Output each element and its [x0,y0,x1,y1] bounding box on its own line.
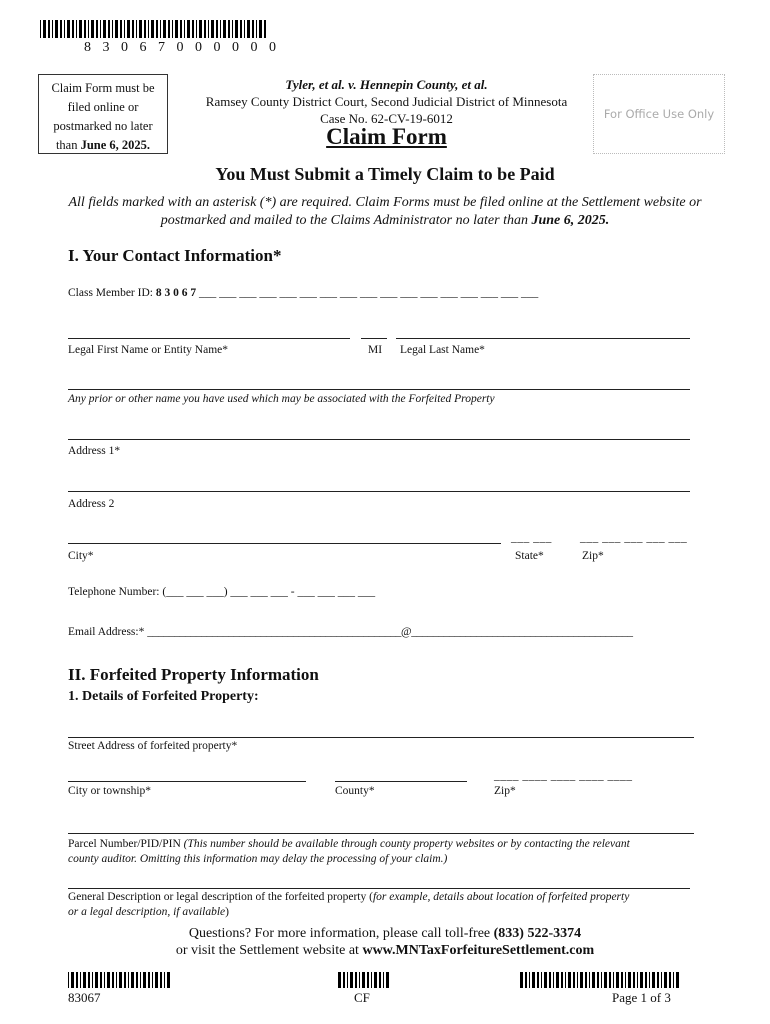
township-label: City or township* [68,785,152,797]
zip-blanks[interactable]: ___ ___ ___ ___ ___ [580,532,688,544]
footer-barcode-left [68,972,170,988]
footer-barcode-center [338,972,392,988]
state-blanks[interactable]: ___ ___ [511,532,552,544]
form-title: Claim Form [326,124,447,149]
office-use-label: For Office Use Only [603,107,715,121]
address2-line[interactable] [68,491,690,492]
phone-number[interactable]: (833) 522-3374 [493,926,582,941]
email-label: Email Address:* [68,626,145,638]
description-label: General Description or legal description of the forfeited property ( [68,891,373,903]
city-label: City* [68,550,94,562]
section-2-heading: II. Forfeited Property Information [68,665,319,684]
subtitle: You Must Submit a Timely Claim to be Paid [215,164,555,184]
zip-label: Zip* [582,550,604,562]
parcel-note-2: county auditor. Omitting this information may delay the processing of your claim.) [68,853,448,865]
township-line[interactable] [68,781,306,782]
county-label: County* [335,785,375,797]
description-label-line-2 [68,906,229,918]
website-line [0,941,770,960]
class-member-id-prefix: 8 3 0 6 7 [155,287,197,299]
deadline-line-3: postmarked no later [53,119,153,133]
footer-code-center: CF [354,990,370,1005]
website-link[interactable]: www.MNTaxForfeitureSettlement.com [362,943,595,958]
page-number: Page 1 of 3 [612,990,671,1005]
instructions [60,194,710,230]
description-label-line-1 [68,891,629,903]
state-label: State* [515,550,544,562]
address1-line[interactable] [68,439,690,440]
telephone-blanks: (___ ___ ___) ___ ___ ___ - ___ ___ ___ ___ [162,586,376,598]
case-title: Tyler, et al. v. Hennepin County, et al. [285,77,488,92]
instructions-text: All fields marked with an asterisk (*) are required. Claim Forms must be filed online at the Settlement website or postmarked and mailed to the Claims Administrator no later than [68,195,702,228]
telephone-label: Telephone Number: [68,586,160,598]
website-prefix: or visit the Settlement website at [175,943,363,958]
city-line[interactable] [68,543,501,544]
prior-name-label: Any prior or other name you have used which may be associated with the Forfeited Property [68,393,495,405]
email-blanks: _______________________________________________@_________________________________________ [147,626,633,638]
class-member-id-blanks: ___ ___ ___ ___ ___ ___ ___ ___ ___ ___ ___ ___ ___ ___ ___ ___ ___ [198,287,539,299]
description-note-2: or a legal description, if available [68,906,226,918]
deadline-prefix: than [55,138,81,152]
street-address-line[interactable] [68,737,694,738]
section-2-subheading: 1. Details of Forfeited Property: [68,689,259,704]
parcel-note-1: (This number should be available through county property websites or by contacting the relevant [183,838,630,850]
first-name-label: Legal First Name or Entity Name* [68,344,229,356]
case-header [190,76,583,127]
property-zip-blanks[interactable]: ____ ____ ____ ____ ____ [494,770,633,782]
footer-barcode-right [520,972,680,988]
deadline-line-4 [39,136,167,155]
mi-label: MI [368,344,383,356]
first-name-line[interactable] [68,338,350,339]
deadline-notice-box [38,74,168,154]
office-use-box [593,74,725,154]
telephone-field[interactable] [68,586,375,598]
description-line[interactable] [68,888,690,889]
mi-line[interactable] [361,338,387,339]
serial-number: 8 3 0 6 7 0 0 0 0 0 0 [84,40,280,55]
description-note-1: for example, details about location of forfeited property [372,891,630,903]
instructions-date: June 6, 2025. [531,213,610,228]
address2-label: Address 2 [68,498,115,510]
street-address-label: Street Address of forfeited property* [68,740,238,752]
last-name-line[interactable] [396,338,690,339]
parcel-label-line-1 [68,838,630,850]
deadline-line-2: filed online or [67,100,139,114]
parcel-label: Parcel Number/PID/PIN [68,838,181,850]
prior-name-line[interactable] [68,389,690,390]
court-name: Ramsey County District Court, Second Judicial District of Minnesota [205,94,568,109]
property-zip-label: Zip* [494,785,516,797]
case-number: Case No. 62-CV-19-6012 [320,111,453,126]
deadline-date: June 6, 2025. [80,138,151,152]
top-barcode [40,20,268,38]
class-member-id-label: Class Member ID: [68,287,153,299]
section-1-heading: I. Your Contact Information* [68,246,282,265]
deadline-line-1: Claim Form must be [51,81,155,95]
county-line[interactable] [335,781,467,782]
last-name-label: Legal Last Name* [400,344,485,356]
parcel-number-line[interactable] [68,833,694,834]
email-field[interactable] [68,626,633,638]
class-member-id-field[interactable] [68,287,538,299]
address1-label: Address 1* [68,445,121,457]
questions-prefix: Questions? For more information, please call toll-free [188,926,494,941]
footer-code-left: 83067 [68,990,101,1005]
description-close: ) [225,906,229,918]
